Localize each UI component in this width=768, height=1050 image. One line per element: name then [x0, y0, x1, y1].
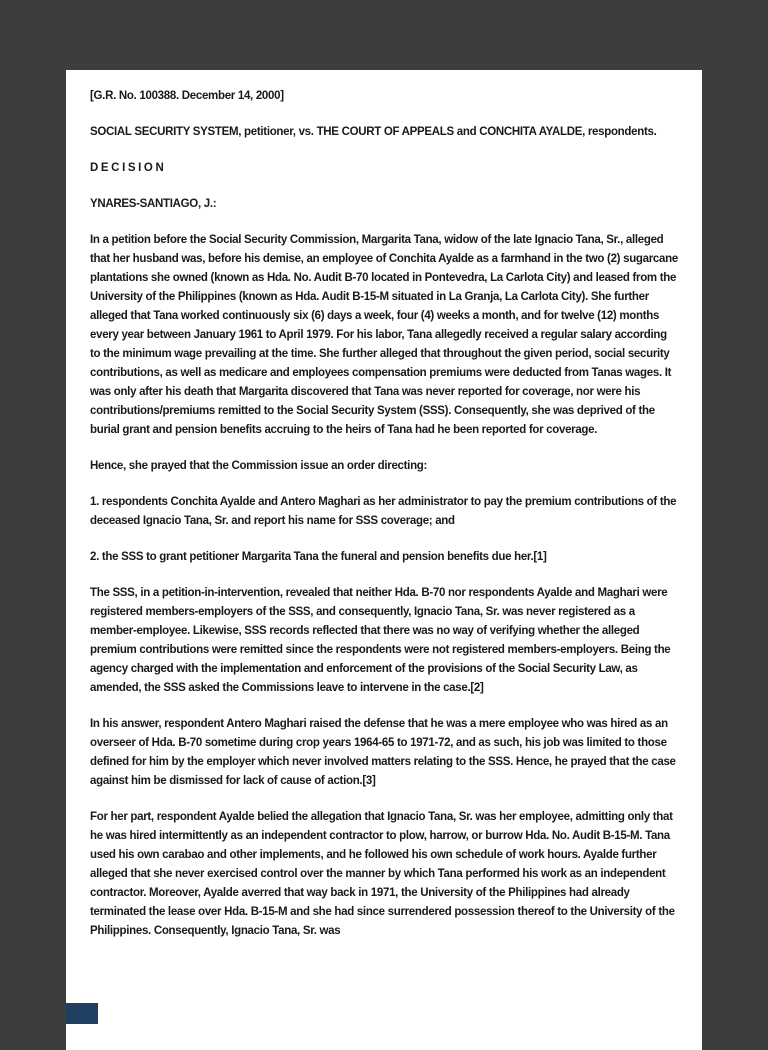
case-citation: [G.R. No. 100388. December 14, 2000]: [90, 90, 284, 102]
body-paragraph-numbered-2: 2. the SSS to grant petitioner Margarita Tana the funeral and pension benefits due her.[1]: [90, 551, 547, 563]
body-paragraph: For her part, respondent Ayalde belied the allegation that Ignacio Tana, Sr. was her employee, admitting only that he was hired intermittently as an independent contractor to plow, harrow, or burrow Hda. No. Audit B-15-M. Tana used his own carabao and other implements, and he followed his own schedule of work hours. Ayalde further alleged that she never exercised control over the manner by which Tana performed his work as an independent contractor. Moreover, Ayalde averred that way back in 1971, the University of the Philippines had already terminated the lease over Hda. B-15-M and she had since surrendered possession thereof to the University of the Philippines. Consequently, Ignacio Tana, Sr. was: [90, 811, 675, 937]
case-title: SOCIAL SECURITY SYSTEM, petitioner, vs. THE COURT OF APPEALS and CONCHITA AYALDE, respondents.: [90, 126, 657, 138]
body-paragraph-numbered-1: 1. respondents Conchita Ayalde and Antero Maghari as her administrator to pay the premium contributions of the deceased Ignacio Tana, Sr. and report his name for SSS coverage; and: [90, 496, 677, 527]
body-paragraph: In his answer, respondent Antero Maghari raised the defense that he was a mere employee who was hired as an overseer of Hda. B-70 sometime during crop years 1964-65 to 1971-72, and as such, his job was limited to those defined for him by the employer which never involved matters relating to the SSS. Hence, he prayed that the case against him be dismissed for lack of cause of action.[3]: [90, 718, 676, 787]
decision-heading: D E C I S I O N: [90, 162, 164, 174]
body-paragraph: Hence, she prayed that the Commission issue an order directing:: [90, 460, 428, 472]
body-paragraph: The SSS, in a petition-in-intervention, revealed that neither Hda. B-70 nor respondents Ayalde and Maghari were registered members-employers of the SSS, and consequently, Ignacio Tana, Sr. was never registered as a member-employee. Likewise, SSS records reflected that there was no way of verifying whether the alleged premium contributions were remitted since the respondents were not registered members-employers. Being the agency charged with the implementation and enforcement of the provisions of the Social Security Law, as amended, the SSS asked the Commissions leave to intervene in the case.[2]: [90, 587, 671, 694]
corner-badge-icon[interactable]: [66, 1003, 98, 1024]
document-page: [66, 70, 702, 1050]
body-paragraph: In a petition before the Social Security Commission, Margarita Tana, widow of the late Ignacio Tana, Sr., alleged that her husband was, before his demise, an employee of Conchita Ayalde as a farmhand in the two (2) sugarcane plantations she owned (known as Hda. No. Audit B-70 located in Pontevedra, La Carlota City) and leased from the University of the Philippines (known as Hda. Audit B-15-M situated in La Granja, La Carlota City). She further alleged that Tana worked continuously six (6) days a week, four (4) weeks a month, and for twelve (12) months every year between January 1961 to April 1979. For his labor, Tana allegedly received a regular salary according to the minimum wage prevailing at the time. She further alleged that throughout the given period, social security contributions, as well as medicare and employees compensation premiums were deducted from Tanas wages. It was only after his death that Margarita discovered that Tana was never reported for coverage, nor were his contributions/premiums remitted to the Social Security System (SSS). Consequently, she was deprived of the burial grant and pension benefits accruing to the heirs of Tana had he been reported for coverage.: [90, 234, 678, 436]
ponente-line: YNARES-SANTIAGO, J.:: [90, 198, 217, 210]
document-body: [90, 87, 678, 941]
